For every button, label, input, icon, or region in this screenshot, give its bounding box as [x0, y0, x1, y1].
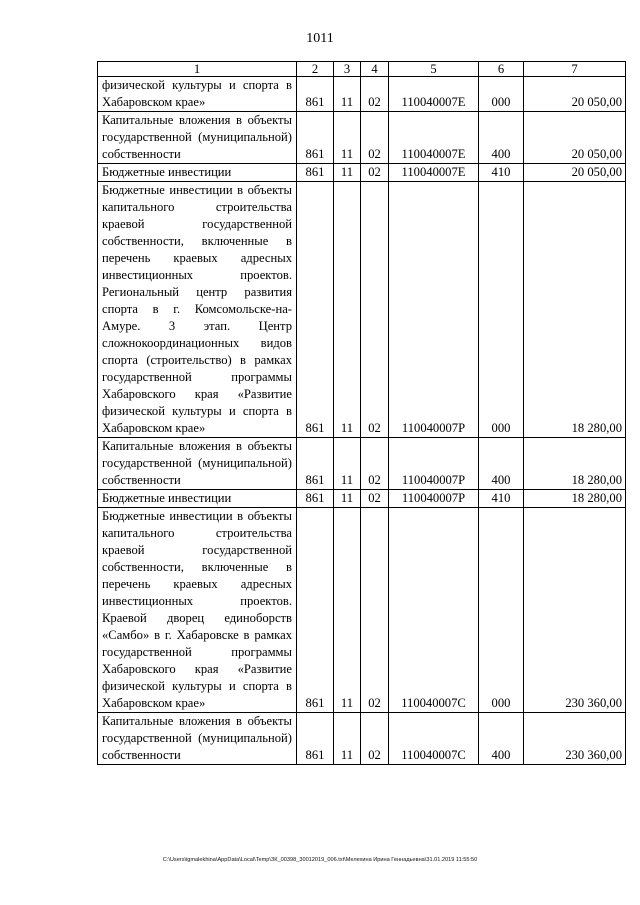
table-row	[98, 508, 626, 713]
table-row	[98, 77, 626, 112]
section-cell: 11	[334, 112, 361, 164]
subsection-cell: 02	[361, 164, 389, 182]
section-cell: 11	[334, 182, 361, 438]
admin-code-cell: 861	[297, 490, 334, 508]
subsection-cell: 02	[361, 713, 389, 765]
section-cell: 11	[334, 713, 361, 765]
target-article-cell: 110040007Е	[389, 112, 479, 164]
admin-code-cell: 861	[297, 182, 334, 438]
expense-type-cell: 000	[479, 508, 524, 713]
amount-cell: 18 280,00	[524, 438, 626, 490]
row-name-cell: Бюджетные инвестиции	[98, 164, 297, 182]
column-header: 4	[361, 62, 389, 77]
target-article-cell: 110040007С	[389, 508, 479, 713]
row-name-cell: Бюджетные инвестиции в объекты капитального строительства краевой государственной собственности, включенные в перечень краевых адресных инвестиционных проектов. Региональный центр развития спорта в г. Комсомольске-на-Амуре. 3 этап. Центр сложнокоординационных видов спорта (строительство) в рамках государственной программы Хабаровского края «Развитие физической культуры и спорта в Хабаровском крае»	[98, 182, 297, 438]
section-cell: 11	[334, 164, 361, 182]
amount-cell: 20 050,00	[524, 164, 626, 182]
subsection-cell: 02	[361, 182, 389, 438]
table-header-row	[98, 62, 626, 77]
expense-type-cell: 000	[479, 77, 524, 112]
table-row	[98, 490, 626, 508]
expense-type-cell: 400	[479, 112, 524, 164]
table-row	[98, 164, 626, 182]
subsection-cell: 02	[361, 508, 389, 713]
amount-cell: 20 050,00	[524, 112, 626, 164]
row-name-cell: Капитальные вложения в объекты государственной (муниципальной) собственности	[98, 713, 297, 765]
amount-cell: 20 050,00	[524, 77, 626, 112]
target-article-cell: 110040007Р	[389, 490, 479, 508]
column-header: 5	[389, 62, 479, 77]
target-article-cell: 110040007Р	[389, 438, 479, 490]
row-name-cell: Бюджетные инвестиции	[98, 490, 297, 508]
subsection-cell: 02	[361, 112, 389, 164]
column-header: 6	[479, 62, 524, 77]
column-header: 1	[98, 62, 297, 77]
admin-code-cell: 861	[297, 112, 334, 164]
subsection-cell: 02	[361, 77, 389, 112]
table-row	[98, 182, 626, 438]
admin-code-cell: 861	[297, 164, 334, 182]
table-row	[98, 112, 626, 164]
amount-cell: 18 280,00	[524, 490, 626, 508]
column-header: 7	[524, 62, 626, 77]
row-name-cell: Бюджетные инвестиции в объекты капитального строительства краевой государственной собственности, включенные в перечень краевых адресных инвестиционных проектов. Краевой дворец единоборств «Самбо» в г. Хабаровске в рамках государственной программы Хабаровского края «Развитие физической культуры и спорта в Хабаровском крае»	[98, 508, 297, 713]
section-cell: 11	[334, 490, 361, 508]
table-row	[98, 713, 626, 765]
page-number: 1011	[306, 31, 334, 46]
target-article-cell: 110040007Е	[389, 77, 479, 112]
column-header: 3	[334, 62, 361, 77]
expense-type-cell: 410	[479, 490, 524, 508]
target-article-cell: 110040007Р	[389, 182, 479, 438]
section-cell: 11	[334, 77, 361, 112]
admin-code-cell: 861	[297, 713, 334, 765]
target-article-cell: 110040007Е	[389, 164, 479, 182]
target-article-cell: 110040007С	[389, 713, 479, 765]
column-header: 2	[297, 62, 334, 77]
amount-cell: 230 360,00	[524, 508, 626, 713]
admin-code-cell: 861	[297, 77, 334, 112]
expense-type-cell: 000	[479, 182, 524, 438]
subsection-cell: 02	[361, 490, 389, 508]
section-cell: 11	[334, 438, 361, 490]
amount-cell: 230 360,00	[524, 713, 626, 765]
expense-type-cell: 410	[479, 164, 524, 182]
subsection-cell: 02	[361, 438, 389, 490]
table-row	[98, 438, 626, 490]
admin-code-cell: 861	[297, 438, 334, 490]
admin-code-cell: 861	[297, 508, 334, 713]
file-path-footer: C:\Users\igmalekhina\AppData\Local\Temp\ЗК_00398_30012019_006.txt\Мелехина Ирина Геннадьевна\31.01.2019 11:55:50	[162, 857, 478, 863]
row-name-cell: Капитальные вложения в объекты государственной (муниципальной) собственности	[98, 112, 297, 164]
amount-cell: 18 280,00	[524, 182, 626, 438]
budget-table	[97, 61, 626, 765]
section-cell: 11	[334, 508, 361, 713]
row-name-cell: Капитальные вложения в объекты государственной (муниципальной) собственности	[98, 438, 297, 490]
expense-type-cell: 400	[479, 713, 524, 765]
expense-type-cell: 400	[479, 438, 524, 490]
row-name-cell: физической культуры и спорта в Хабаровском крае»	[98, 77, 297, 112]
